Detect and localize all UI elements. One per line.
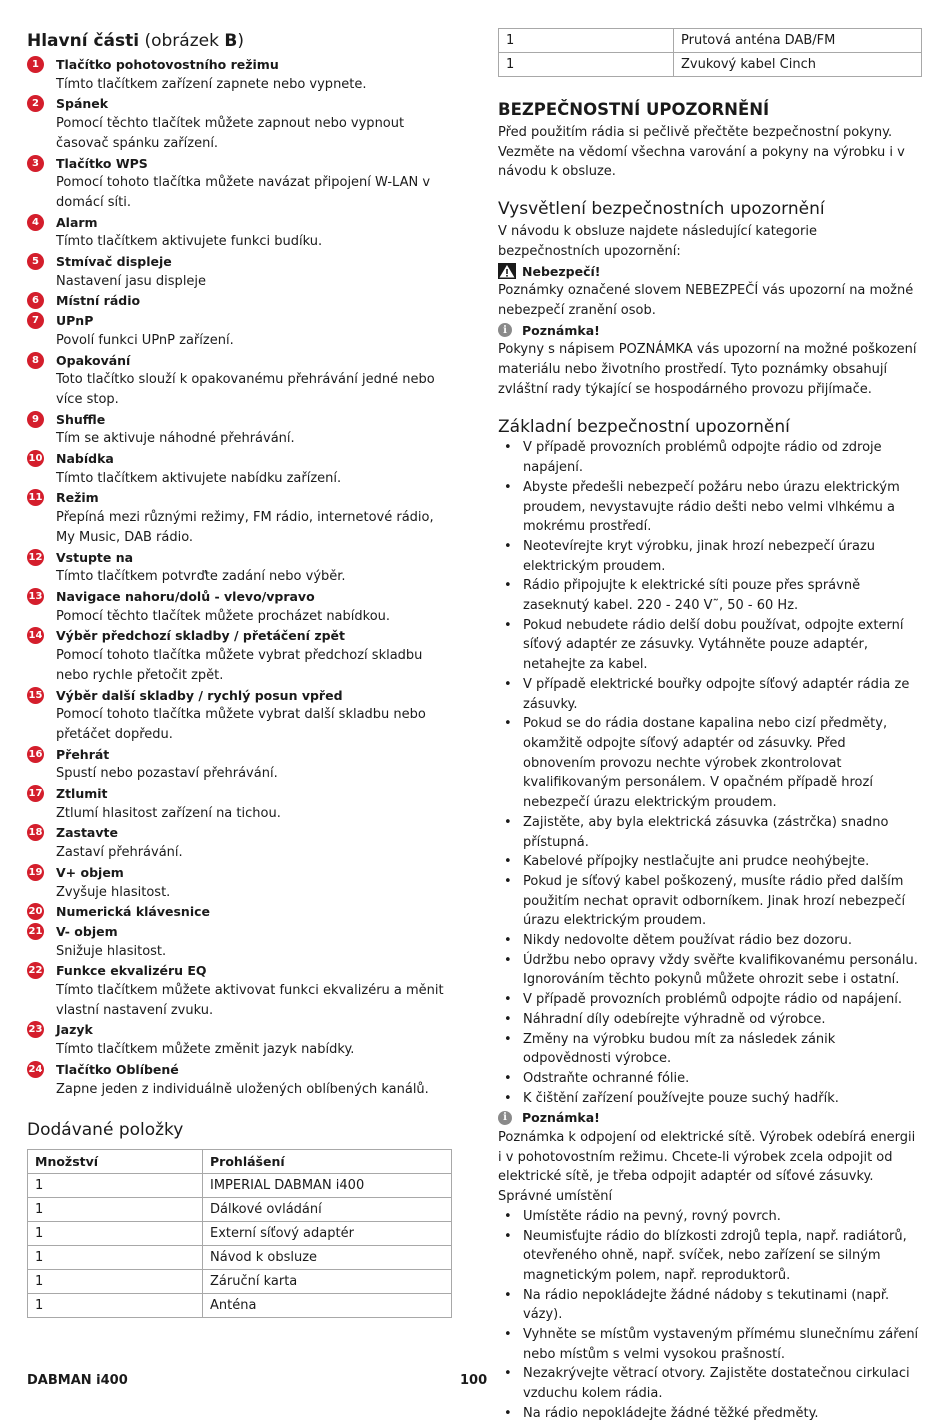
part-number-badge: 6 — [27, 292, 44, 309]
list-item: • Odstraňte ochranné fólie. — [498, 1069, 922, 1089]
info-icon: i — [498, 323, 512, 337]
part-number-badge: 5 — [27, 253, 44, 270]
part-item — [27, 1060, 452, 1099]
part-number-badge: 12 — [27, 549, 44, 566]
part-body — [56, 351, 452, 410]
part-title: Místní rádio — [56, 293, 141, 309]
cell-quantity: 1 — [28, 1174, 203, 1198]
note2-label: Poznámka! — [522, 1110, 600, 1126]
part-body — [56, 686, 452, 745]
part-item — [27, 784, 452, 823]
part-item — [27, 745, 452, 784]
list-item: • Umístěte rádio na pevný, rovný povrch. — [498, 1207, 922, 1227]
part-title: UPnP — [56, 313, 94, 329]
cell-quantity: 1 — [28, 1222, 203, 1246]
part-description: Tímto tlačítkem můžete změnit jazyk nabídky. — [56, 1042, 355, 1058]
part-item — [27, 291, 452, 311]
list-item: • V případě provozních problémů odpojte rádio od zdroje napájení. — [498, 438, 922, 477]
part-title: Jazyk — [56, 1022, 93, 1038]
part-description: Přepíná mezi různými režimy, FM rádio, internetové rádio, My Music, DAB rádio. — [56, 510, 434, 545]
table-header-row — [28, 1150, 452, 1174]
part-body — [56, 154, 452, 213]
part-number-badge: 9 — [27, 411, 44, 428]
part-description: Zvyšuje hlasitost. — [56, 884, 171, 900]
part-item — [27, 311, 452, 350]
right-column — [498, 28, 922, 1424]
part-body — [56, 410, 452, 449]
part-number-badge: 2 — [27, 95, 44, 112]
part-number-badge: 1 — [27, 56, 44, 73]
part-body — [56, 745, 452, 784]
part-number-badge: 14 — [27, 627, 44, 644]
table-row — [28, 1174, 452, 1198]
part-body — [56, 548, 452, 587]
part-body — [56, 55, 452, 94]
part-number-badge: 4 — [27, 214, 44, 231]
part-title: Funkce ekvalizéru EQ — [56, 963, 207, 979]
cell-item: Dálkové ovládání — [203, 1198, 452, 1222]
part-body — [56, 961, 452, 1020]
list-item: • Neumisťujte rádio do blízkosti zdrojů tepla, např. radiátorů, otevřeného ohně, např. svíček, nebo zařízení se silným magnetickým polem, např. reproduktorů. — [498, 1227, 922, 1286]
part-number-badge: 10 — [27, 450, 44, 467]
header-item: Prohlášení — [203, 1150, 452, 1174]
part-body — [56, 449, 452, 488]
part-title: Režim — [56, 490, 99, 506]
part-title: Výběr další skladby / rychlý posun vpřed — [56, 687, 343, 703]
part-body — [56, 823, 452, 862]
part-number-badge: 3 — [27, 155, 44, 172]
part-item — [27, 922, 452, 961]
part-title: Navigace nahoru/dolů - vlevo/vpravo — [56, 588, 315, 604]
part-description: Pomocí tohoto tlačítka můžete vybrat předchozí skladbu nebo rychle přetočit zpět. — [56, 648, 423, 683]
part-title: Tlačítko pohotovostního režimu — [56, 57, 279, 72]
part-item — [27, 154, 452, 213]
cell-item: Externí síťový adaptér — [203, 1222, 452, 1246]
cell-item: Návod k obsluze — [203, 1246, 452, 1270]
part-number-badge: 16 — [27, 746, 44, 763]
part-number-badge: 22 — [27, 962, 44, 979]
part-description: Tímto tlačítkem potvrďte zadání nebo výběr. — [56, 569, 346, 585]
part-description: Pomocí tohoto tlačítka můžete vybrat další skladbu nebo přetáčet dopředu. — [56, 707, 426, 742]
cell-quantity: 1 — [28, 1198, 203, 1222]
list-item: • Pokud nebudete rádio delší dobu používat, odpojte externí síťový adaptér ze zásuvky. Vytáhněte pouze adaptér, netahejte za kabel. — [498, 616, 922, 675]
part-body — [56, 922, 452, 961]
part-title: Tlačítko WPS — [56, 155, 148, 171]
part-body — [56, 1060, 452, 1099]
danger-text: Poznámky označené slovem NEBEZPEČÍ vás upozorní na možné nebezpečí zranění osob. — [498, 283, 914, 318]
heading-letter: B — [224, 31, 238, 51]
list-item: • V případě provozních problémů odpojte rádio od napájení. — [498, 990, 922, 1010]
left-column — [27, 30, 452, 1318]
list-item: • Náhradní díly odebírejte výhradně od výrobce. — [498, 1010, 922, 1030]
part-description: Ztlumí hlasitost zařízení na tichou. — [56, 805, 281, 821]
part-title: Tlačítko Oblíbené — [56, 1061, 179, 1077]
danger-label-row — [498, 262, 922, 282]
part-title: Alarm — [56, 214, 98, 230]
footer-model: DABMAN i400 — [27, 1373, 128, 1388]
note-label: Poznámka! — [522, 322, 600, 338]
cell-item: Zvukový kabel Cinch — [674, 53, 922, 77]
note2-text: Poznámka k odpojení od elektrické sítě. Výrobek odebírá energii i v pohotovostním režimu. Chcete-li výrobek zcela odpojit od elektrické sítě, je třeba odpojit adaptér od síťové zásuvky. — [498, 1130, 916, 1185]
safety-intro: Před použitím rádia si pečlivě přečtěte bezpečnostní pokyny. Vezměte na vědomí všechna varování a pokyny na výrobku i v návodu k obsluze. — [498, 125, 905, 180]
part-description: Tím se aktivuje náhodné přehrávání. — [56, 431, 295, 447]
part-number-badge: 17 — [27, 785, 44, 802]
part-body — [56, 94, 452, 153]
part-description: Zastaví přehrávání. — [56, 845, 183, 861]
part-number-badge: 11 — [27, 489, 44, 506]
note-text: Pokyny s nápisem POZNÁMKA vás upozorní na možné poškození materiálu nebo životního prostředí. Tyto poznámky obsahují zvláštní rady týkající se hospodárného provozu přijímače. — [498, 342, 917, 397]
part-number-badge: 21 — [27, 923, 44, 940]
part-body — [56, 311, 452, 350]
part-item — [27, 351, 452, 410]
placement-list — [498, 1207, 922, 1424]
list-item: • Pokud se do rádia dostane kapalina nebo cizí předměty, okamžitě odpojte síťový adaptér od zásuvky. Před obnovením provozu nechte výrobek zkontrolovat kvalifikovaným personálem. V opačném případě hrozí nebezpečí úrazu elektrickým proudem. — [498, 714, 922, 813]
warning-icon — [498, 263, 516, 279]
heading-bold: Hlavní části — [27, 31, 140, 51]
part-number-badge: 7 — [27, 312, 44, 329]
list-item: • Na rádio nepokládejte žádné nádoby s tekutinami (např. vázy). — [498, 1286, 922, 1325]
heading-end: ) — [237, 31, 244, 51]
list-item: • Vyhněte se místům vystaveným přímému slunečnímu záření nebo místům s velmi vysokou prašností. — [498, 1325, 922, 1364]
part-description: Tímto tlačítkem aktivujete funkci budíku. — [56, 234, 323, 250]
explain-text: V návodu k obsluze najdete následující kategorie bezpečnostních upozornění: — [498, 224, 817, 259]
placement-label: Správné umístění — [498, 1189, 613, 1205]
part-description: Tímto tlačítkem zařízení zapnete nebo vypnete. — [56, 76, 367, 92]
part-description: Spustí nebo pozastaví přehrávání. — [56, 766, 278, 782]
list-item: • Údržbu nebo opravy vždy svěřte kvalifikovanému personálu. Ignorováním těchto pokynů můžete ohrozit sebe i ostatní. — [498, 951, 922, 990]
cell-quantity: 1 — [499, 53, 674, 77]
page-number: 100 — [460, 1373, 488, 1388]
part-item — [27, 213, 452, 252]
explain-heading: Vysvětlení bezpečnostních upozornění — [498, 199, 825, 220]
list-item: • Pokud je síťový kabel poškozený, musíte rádio před dalším použitím nechat opravit odborníkem. Jinak hrozí nebezpečí úrazu elektrickým proudem. — [498, 872, 922, 931]
part-description: Snižuje hlasitost. — [56, 943, 167, 959]
part-item — [27, 823, 452, 862]
part-body — [56, 626, 452, 685]
part-number-badge: 18 — [27, 824, 44, 841]
part-number-badge: 8 — [27, 352, 44, 369]
part-body — [56, 488, 452, 547]
danger-label: Nebezpečí! — [522, 263, 601, 279]
part-description: Povolí funkci UPnP zařízení. — [56, 332, 234, 348]
part-description: Tímto tlačítkem aktivujete nabídku zařízení. — [56, 470, 342, 486]
part-item — [27, 548, 452, 587]
supplied-table — [27, 1149, 452, 1318]
part-title: Opakování — [56, 352, 131, 368]
cell-quantity: 1 — [28, 1246, 203, 1270]
part-title: Přehrát — [56, 746, 110, 762]
supplied-table-continued — [498, 28, 922, 77]
note-label-row — [498, 321, 922, 341]
part-description: Toto tlačítko slouží k opakovanému přehrávání jedné nebo více stop. — [56, 372, 435, 407]
table-row — [28, 1222, 452, 1246]
part-title: Shuffle — [56, 411, 106, 427]
part-item — [27, 863, 452, 902]
part-body — [56, 213, 452, 252]
table-row — [499, 29, 922, 53]
cell-quantity: 1 — [28, 1294, 203, 1318]
part-item — [27, 252, 452, 291]
cell-quantity: 1 — [28, 1270, 203, 1294]
basic-safety-list — [498, 438, 922, 1108]
info-icon: i — [498, 1111, 512, 1125]
part-number-badge: 23 — [27, 1021, 44, 1038]
list-item: • Kabelové přípojky nestlačujte ani prudce neohýbejte. — [498, 852, 922, 872]
part-title: V+ objem — [56, 864, 124, 880]
part-title: V- objem — [56, 923, 118, 939]
part-item — [27, 686, 452, 745]
list-item: • K čištění zařízení používejte pouze suchý hadřík. — [498, 1089, 922, 1109]
list-item: • Nezakrývejte větrací otvory. Zajistěte dostatečnou cirkulaci vzduchu kolem rádia. — [498, 1364, 922, 1403]
part-item — [27, 410, 452, 449]
list-item: • Nikdy nedovolte dětem používat rádio bez dozoru. — [498, 931, 922, 951]
part-body — [56, 784, 452, 823]
part-item — [27, 626, 452, 685]
part-number-badge: 24 — [27, 1061, 44, 1078]
heading-light: (obrázek — [139, 31, 225, 51]
list-item: • Rádio připojujte k elektrické síti pouze přes správně zaseknutý kabel. 220 - 240 V˜, 50 - 60 Hz. — [498, 576, 922, 615]
part-body — [56, 291, 452, 311]
part-number-badge: 20 — [27, 903, 44, 920]
part-description: Pomocí těchto tlačítek můžete zapnout nebo vypnout časovač spánku zařízení. — [56, 116, 405, 151]
list-item: • V případě elektrické bouřky odpojte síťový adaptér rádia ze zásuvky. — [498, 675, 922, 714]
table-row — [28, 1198, 452, 1222]
part-title: Stmívač displeje — [56, 254, 172, 270]
table-row — [499, 53, 922, 77]
cell-item: IMPERIAL DABMAN i400 — [203, 1174, 452, 1198]
part-item — [27, 961, 452, 1020]
part-description: Pomocí těchto tlačítek můžete procházet nabídkou. — [56, 608, 391, 624]
part-number-badge: 15 — [27, 687, 44, 704]
part-body — [56, 1020, 452, 1059]
part-description: Nastavení jasu displeje — [56, 273, 207, 289]
part-title: Spánek — [56, 96, 109, 112]
list-item: • Neotevírejte kryt výrobku, jinak hrozí nebezpečí úrazu elektrickým proudem. — [498, 537, 922, 576]
part-item — [27, 55, 452, 94]
part-item — [27, 94, 452, 153]
part-item — [27, 488, 452, 547]
part-description: Zapne jeden z individuálně uložených oblíbených kanálů. — [56, 1081, 429, 1097]
part-item — [27, 449, 452, 488]
basic-safety-heading: Základní bezpečnostní upozornění — [498, 417, 790, 438]
cell-quantity: 1 — [499, 29, 674, 53]
table-row — [28, 1294, 452, 1318]
cell-item: Anténa — [203, 1294, 452, 1318]
note2-label-row — [498, 1108, 922, 1128]
list-item: • Změny na výrobku budou mít za následek zánik odpovědnosti výrobce. — [498, 1030, 922, 1069]
header-quantity: Množství — [28, 1150, 203, 1174]
parts-list — [27, 55, 452, 1099]
part-body — [56, 863, 452, 902]
part-description: Pomocí tohoto tlačítka můžete navázat připojení W-LAN v domácí síti. — [56, 175, 431, 210]
part-body — [56, 587, 452, 626]
list-item: • Zajistěte, aby byla elektrická zásuvka (zástrčka) snadno přístupná. — [498, 813, 922, 852]
supplied-heading: Dodávané položky — [27, 1120, 184, 1141]
part-body — [56, 902, 452, 922]
part-number-badge: 19 — [27, 864, 44, 881]
table-row — [28, 1246, 452, 1270]
part-title: Nabídka — [56, 451, 114, 467]
cell-item: Záruční karta — [203, 1270, 452, 1294]
main-parts-heading — [27, 30, 452, 52]
part-title: Výběr předchozí skladby / přetáčení zpět — [56, 628, 345, 644]
part-number-badge: 13 — [27, 588, 44, 605]
part-title: Numerická klávesnice — [56, 904, 210, 920]
part-title: Zastavte — [56, 825, 118, 841]
safety-heading: BEZPEČNOSTNÍ UPOZORNĚNÍ — [498, 100, 770, 119]
cell-item: Prutová anténa DAB/FM — [674, 29, 922, 53]
part-title: Vstupte na — [56, 549, 134, 565]
part-title: Ztlumit — [56, 786, 108, 802]
list-item: • Na rádio nepokládejte žádné těžké předměty. — [498, 1404, 922, 1424]
table-row — [28, 1270, 452, 1294]
part-description: Tímto tlačítkem můžete aktivovat funkci ekvalizéru a měnit vlastní nastavení zvuku. — [56, 983, 444, 1018]
part-item — [27, 1020, 452, 1059]
list-item: • Abyste předešli nebezpečí požáru nebo úrazu elektrickým proudem, nevystavujte rádio dešti nebo velmi vlhkému a mokrému prostředí. — [498, 478, 922, 537]
part-body — [56, 252, 452, 291]
part-item — [27, 902, 452, 922]
part-item — [27, 587, 452, 626]
